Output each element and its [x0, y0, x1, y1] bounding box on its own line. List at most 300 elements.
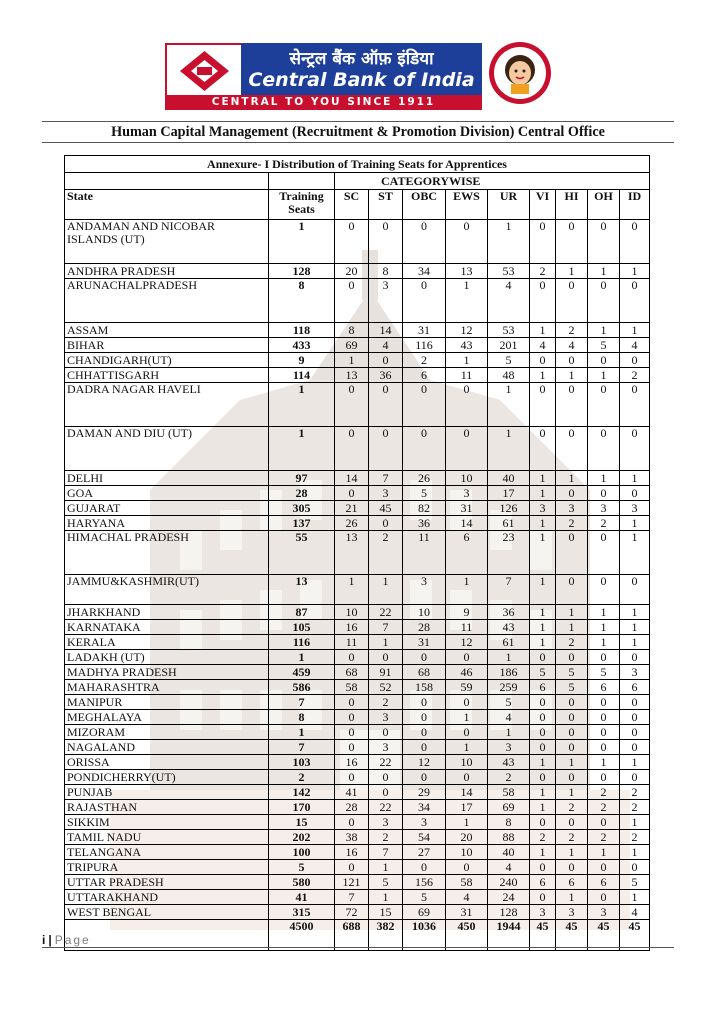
category-value-cell: 16 — [335, 755, 369, 770]
category-value-cell: 1 — [588, 635, 620, 650]
category-value-cell: 0 — [369, 427, 403, 471]
category-value-cell: 0 — [446, 427, 488, 471]
state-name-cell: TRIPURA — [65, 860, 269, 875]
category-value-cell: 3 — [530, 501, 556, 516]
category-value-cell: 91 — [369, 665, 403, 680]
category-value-cell: 0 — [530, 695, 556, 710]
category-value-cell: 5 — [556, 665, 588, 680]
state-name-cell: ORISSA — [65, 755, 269, 770]
training-seats-cell: 2 — [269, 770, 335, 785]
state-name-cell: MANIPUR — [65, 695, 269, 710]
table-row — [65, 605, 650, 620]
category-value-cell: 69 — [488, 800, 530, 815]
category-value-cell: 1 — [556, 471, 588, 486]
category-value-cell: 0 — [369, 785, 403, 800]
category-value-cell: 24 — [488, 890, 530, 905]
category-value-cell: 61 — [488, 516, 530, 531]
total-value-cell: 688 — [335, 920, 369, 951]
category-value-cell: 31 — [446, 501, 488, 516]
state-name-cell: MAHARASHTRA — [65, 680, 269, 695]
category-value-cell: 0 — [530, 725, 556, 740]
category-value-cell: 9 — [446, 605, 488, 620]
category-group-header: CATEGORYWISE — [335, 173, 650, 190]
bank-name-panel — [241, 43, 482, 95]
category-value-cell: 0 — [335, 279, 369, 323]
training-seats-cell: 128 — [269, 264, 335, 279]
category-value-cell: 10 — [335, 605, 369, 620]
category-value-cell: 1 — [588, 845, 620, 860]
category-value-cell: 2 — [588, 785, 620, 800]
training-seats-cell: 1 — [269, 383, 335, 427]
category-value-cell: 54 — [403, 830, 446, 845]
category-value-cell: 53 — [488, 323, 530, 338]
category-value-cell: 22 — [369, 605, 403, 620]
category-value-cell: 52 — [369, 680, 403, 695]
category-value-cell: 0 — [620, 220, 650, 264]
column-header: Training Seats — [269, 190, 335, 220]
category-value-cell: 34 — [403, 800, 446, 815]
category-value-cell: 1 — [588, 605, 620, 620]
state-name-cell: MIZORAM — [65, 725, 269, 740]
category-value-cell: 0 — [556, 353, 588, 368]
category-value-cell: 38 — [335, 830, 369, 845]
category-value-cell: 0 — [403, 279, 446, 323]
category-value-cell: 1 — [556, 890, 588, 905]
category-value-cell: 6 — [530, 680, 556, 695]
category-value-cell: 26 — [403, 471, 446, 486]
table-row — [65, 368, 650, 383]
category-value-cell: 0 — [530, 220, 556, 264]
state-name-cell: HIMACHAL PRADESH — [65, 531, 269, 575]
category-value-cell: 4 — [488, 710, 530, 725]
category-value-cell: 6 — [556, 875, 588, 890]
category-value-cell: 1 — [530, 531, 556, 575]
bank-name: Central Bank of India — [248, 69, 475, 91]
category-value-cell: 0 — [556, 815, 588, 830]
training-seats-cell: 1 — [269, 220, 335, 264]
category-value-cell: 8 — [369, 264, 403, 279]
category-value-cell: 0 — [588, 770, 620, 785]
category-value-cell: 36 — [369, 368, 403, 383]
state-name-cell: KARNATAKA — [65, 620, 269, 635]
training-seats-cell: 7 — [269, 695, 335, 710]
category-value-cell: 2 — [620, 800, 650, 815]
category-value-cell: 6 — [588, 680, 620, 695]
category-value-cell: 1 — [488, 725, 530, 740]
category-value-cell: 0 — [530, 353, 556, 368]
category-value-cell: 6 — [620, 680, 650, 695]
category-value-cell: 8 — [488, 815, 530, 830]
table-row — [65, 323, 650, 338]
category-value-cell: 1 — [446, 353, 488, 368]
category-value-cell: 10 — [446, 845, 488, 860]
category-value-cell: 1 — [369, 890, 403, 905]
category-value-cell: 0 — [620, 725, 650, 740]
table-row — [65, 353, 650, 368]
category-value-cell: 0 — [588, 383, 620, 427]
category-value-cell: 1 — [620, 845, 650, 860]
category-value-cell: 43 — [446, 338, 488, 353]
category-value-cell: 82 — [403, 501, 446, 516]
category-value-cell: 14 — [369, 323, 403, 338]
state-name-cell: PONDICHERRY(UT) — [65, 770, 269, 785]
category-value-cell: 0 — [446, 220, 488, 264]
category-value-cell: 3 — [620, 501, 650, 516]
category-value-cell: 1 — [530, 620, 556, 635]
category-value-cell: 45 — [369, 501, 403, 516]
category-value-cell: 12 — [446, 635, 488, 650]
category-value-cell: 1 — [556, 620, 588, 635]
category-value-cell: 58 — [488, 785, 530, 800]
column-header: HI — [556, 190, 588, 220]
category-value-cell: 1 — [446, 279, 488, 323]
category-value-cell: 1 — [620, 264, 650, 279]
category-value-cell: 17 — [446, 800, 488, 815]
category-value-cell: 3 — [556, 501, 588, 516]
category-value-cell: 3 — [369, 279, 403, 323]
state-name-cell: GOA — [65, 486, 269, 501]
table-row — [65, 710, 650, 725]
category-value-cell: 40 — [488, 471, 530, 486]
category-value-cell: 0 — [403, 860, 446, 875]
category-value-cell: 0 — [588, 890, 620, 905]
training-seats-cell: 1 — [269, 650, 335, 665]
category-value-cell: 0 — [556, 695, 588, 710]
category-value-cell: 4 — [488, 279, 530, 323]
training-seats-cell: 459 — [269, 665, 335, 680]
category-value-cell: 201 — [488, 338, 530, 353]
category-value-cell: 0 — [588, 220, 620, 264]
state-name-cell: LADAKH (UT) — [65, 650, 269, 665]
state-name-cell: CHANDIGARH(UT) — [65, 353, 269, 368]
category-value-cell: 0 — [556, 531, 588, 575]
category-value-cell: 5 — [620, 875, 650, 890]
table-row — [65, 905, 650, 920]
table-row — [65, 486, 650, 501]
table-row — [65, 501, 650, 516]
category-value-cell: 0 — [446, 695, 488, 710]
category-value-cell: 5 — [588, 665, 620, 680]
category-value-cell: 1 — [620, 815, 650, 830]
table-row — [65, 427, 650, 471]
category-value-cell: 1 — [530, 575, 556, 605]
category-value-cell: 1 — [530, 516, 556, 531]
state-name-cell: ANDAMAN AND NICOBAR ISLANDS (UT) — [65, 220, 269, 264]
training-seats-cell: 105 — [269, 620, 335, 635]
category-value-cell: 1 — [488, 383, 530, 427]
training-seats-cell: 305 — [269, 501, 335, 516]
table-row — [65, 860, 650, 875]
table-row — [65, 635, 650, 650]
state-name-cell: DAMAN AND DIU (UT) — [65, 427, 269, 471]
category-value-cell: 0 — [403, 710, 446, 725]
category-value-cell: 3 — [620, 665, 650, 680]
category-value-cell: 6 — [446, 531, 488, 575]
category-value-cell: 0 — [588, 740, 620, 755]
total-value-cell: 382 — [369, 920, 403, 951]
category-value-cell: 0 — [335, 427, 369, 471]
training-seats-cell: 103 — [269, 755, 335, 770]
training-seats-cell: 118 — [269, 323, 335, 338]
category-value-cell: 1 — [556, 368, 588, 383]
state-name-cell: TAMIL NADU — [65, 830, 269, 845]
category-value-cell: 0 — [335, 650, 369, 665]
category-value-cell: 2 — [620, 830, 650, 845]
category-value-cell: 17 — [488, 486, 530, 501]
category-value-cell: 0 — [530, 650, 556, 665]
category-value-cell: 26 — [335, 516, 369, 531]
header-blank-cell — [65, 173, 269, 190]
category-value-cell: 3 — [446, 486, 488, 501]
table-row — [65, 890, 650, 905]
category-value-cell: 68 — [403, 665, 446, 680]
training-seats-cell: 580 — [269, 875, 335, 890]
category-value-cell: 23 — [488, 531, 530, 575]
category-value-cell: 0 — [446, 725, 488, 740]
state-name-cell: MADHYA PRADESH — [65, 665, 269, 680]
bank-header — [0, 0, 725, 120]
category-value-cell: 0 — [620, 427, 650, 471]
category-value-cell: 7 — [335, 890, 369, 905]
category-value-cell: 0 — [335, 695, 369, 710]
category-value-cell: 43 — [488, 755, 530, 770]
category-value-cell: 1 — [620, 605, 650, 620]
category-value-cell: 4 — [530, 338, 556, 353]
category-value-cell: 1 — [620, 323, 650, 338]
category-value-cell: 2 — [488, 770, 530, 785]
category-value-cell: 3 — [369, 486, 403, 501]
category-value-cell: 0 — [369, 725, 403, 740]
table-row — [65, 695, 650, 710]
category-value-cell: 1 — [488, 650, 530, 665]
category-value-cell: 240 — [488, 875, 530, 890]
category-value-cell: 36 — [488, 605, 530, 620]
category-value-cell: 0 — [588, 575, 620, 605]
category-value-cell: 3 — [530, 905, 556, 920]
category-value-cell: 1 — [446, 740, 488, 755]
category-value-cell: 11 — [446, 620, 488, 635]
table-row — [65, 800, 650, 815]
category-value-cell: 0 — [335, 815, 369, 830]
category-value-cell: 0 — [369, 650, 403, 665]
category-value-cell: 1 — [556, 605, 588, 620]
table-row — [65, 740, 650, 755]
category-value-cell: 69 — [335, 338, 369, 353]
category-value-cell: 0 — [446, 650, 488, 665]
category-value-cell: 72 — [335, 905, 369, 920]
category-value-cell: 1 — [588, 264, 620, 279]
category-value-cell: 1 — [530, 785, 556, 800]
page-number: i — [42, 933, 46, 947]
category-value-cell: 1 — [530, 635, 556, 650]
category-value-cell: 22 — [369, 755, 403, 770]
state-name-cell: PUNJAB — [65, 785, 269, 800]
category-value-cell: 186 — [488, 665, 530, 680]
category-value-cell: 0 — [530, 860, 556, 875]
category-value-cell: 8 — [335, 323, 369, 338]
column-header: EWS — [446, 190, 488, 220]
category-value-cell: 88 — [488, 830, 530, 845]
category-value-cell: 1 — [530, 605, 556, 620]
category-value-cell: 0 — [588, 695, 620, 710]
category-value-cell: 1 — [556, 845, 588, 860]
category-value-cell: 3 — [403, 815, 446, 830]
training-seats-cell: 1 — [269, 427, 335, 471]
category-value-cell: 0 — [556, 860, 588, 875]
category-value-cell: 6 — [530, 875, 556, 890]
category-value-cell: 0 — [588, 486, 620, 501]
category-value-cell: 3 — [369, 815, 403, 830]
category-value-cell: 0 — [530, 740, 556, 755]
category-value-cell: 5 — [556, 680, 588, 695]
category-value-cell: 1 — [556, 785, 588, 800]
bank-tagline: CENTRAL TO YOU SINCE 1911 — [165, 95, 482, 110]
category-value-cell: 46 — [446, 665, 488, 680]
category-value-cell: 0 — [530, 815, 556, 830]
category-value-cell: 0 — [335, 486, 369, 501]
category-value-cell: 0 — [556, 725, 588, 740]
total-value-cell: 45 — [588, 920, 620, 951]
category-value-cell: 0 — [556, 740, 588, 755]
column-header: SC — [335, 190, 369, 220]
category-value-cell: 0 — [335, 725, 369, 740]
training-seats-cell: 7 — [269, 740, 335, 755]
category-value-cell: 20 — [335, 264, 369, 279]
total-value-cell: 4500 — [269, 920, 335, 951]
table-row — [65, 725, 650, 740]
category-value-cell: 7 — [488, 575, 530, 605]
category-value-cell: 1 — [446, 815, 488, 830]
category-value-cell: 0 — [588, 710, 620, 725]
table-row — [65, 680, 650, 695]
category-value-cell: 0 — [588, 650, 620, 665]
category-value-cell: 7 — [369, 845, 403, 860]
category-value-cell: 14 — [446, 785, 488, 800]
total-value-cell: 45 — [556, 920, 588, 951]
category-value-cell: 0 — [556, 383, 588, 427]
category-value-cell: 0 — [530, 770, 556, 785]
category-value-cell: 1 — [530, 755, 556, 770]
state-name-cell: HARYANA — [65, 516, 269, 531]
category-value-cell: 2 — [556, 635, 588, 650]
category-value-cell: 0 — [335, 770, 369, 785]
table-row — [65, 665, 650, 680]
category-value-cell: 4 — [620, 905, 650, 920]
category-value-cell: 2 — [530, 264, 556, 279]
table-row — [65, 875, 650, 890]
category-value-cell: 3 — [369, 740, 403, 755]
category-value-cell: 1 — [556, 755, 588, 770]
table-row — [65, 755, 650, 770]
category-value-cell: 0 — [369, 383, 403, 427]
training-seats-cell: 9 — [269, 353, 335, 368]
category-value-cell: 0 — [620, 740, 650, 755]
category-value-cell: 1 — [620, 755, 650, 770]
category-value-cell: 1 — [530, 800, 556, 815]
category-value-cell: 16 — [335, 845, 369, 860]
table-row — [65, 220, 650, 264]
training-seats-cell: 8 — [269, 279, 335, 323]
category-value-cell: 31 — [403, 635, 446, 650]
training-seats-cell: 28 — [269, 486, 335, 501]
state-name-cell: JAMMU&KASHMIR(UT) — [65, 575, 269, 605]
category-value-cell: 5 — [588, 338, 620, 353]
category-value-cell: 29 — [403, 785, 446, 800]
category-value-cell: 3 — [369, 710, 403, 725]
category-value-cell: 21 — [335, 501, 369, 516]
category-value-cell: 22 — [369, 800, 403, 815]
training-seats-cell: 41 — [269, 890, 335, 905]
category-value-cell: 0 — [530, 279, 556, 323]
category-value-cell: 0 — [588, 279, 620, 323]
training-seats-cell: 142 — [269, 785, 335, 800]
state-name-cell: SIKKIM — [65, 815, 269, 830]
category-value-cell: 4 — [446, 890, 488, 905]
category-value-cell: 4 — [488, 860, 530, 875]
category-value-cell: 0 — [403, 695, 446, 710]
bank-logo-icon — [165, 43, 244, 99]
state-name-cell: MEGHALAYA — [65, 710, 269, 725]
category-value-cell: 2 — [556, 800, 588, 815]
category-value-cell: 0 — [369, 220, 403, 264]
category-value-cell: 3 — [588, 501, 620, 516]
category-value-cell: 1 — [335, 575, 369, 605]
column-header: State — [65, 190, 269, 220]
category-value-cell: 40 — [488, 845, 530, 860]
category-value-cell: 0 — [556, 575, 588, 605]
category-value-cell: 34 — [403, 264, 446, 279]
table-row — [65, 516, 650, 531]
category-value-cell: 0 — [446, 770, 488, 785]
column-header: ST — [369, 190, 403, 220]
training-seats-cell: 87 — [269, 605, 335, 620]
category-value-cell: 2 — [530, 830, 556, 845]
category-value-cell: 16 — [335, 620, 369, 635]
category-value-cell: 27 — [403, 845, 446, 860]
category-value-cell: 1 — [530, 471, 556, 486]
category-value-cell: 0 — [620, 383, 650, 427]
category-value-cell: 4 — [369, 338, 403, 353]
column-header: VI — [530, 190, 556, 220]
category-value-cell: 7 — [369, 620, 403, 635]
category-value-cell: 1 — [369, 575, 403, 605]
category-value-cell: 1 — [369, 635, 403, 650]
page-footer — [42, 933, 91, 948]
category-value-cell: 68 — [335, 665, 369, 680]
category-value-cell: 116 — [403, 338, 446, 353]
category-value-cell: 0 — [403, 220, 446, 264]
table-body — [65, 220, 650, 920]
category-value-cell: 0 — [588, 353, 620, 368]
category-value-cell: 10 — [446, 471, 488, 486]
category-value-cell: 0 — [620, 575, 650, 605]
column-header: OBC — [403, 190, 446, 220]
category-value-cell: 0 — [556, 486, 588, 501]
category-value-cell: 1 — [620, 471, 650, 486]
category-value-cell: 2 — [403, 353, 446, 368]
category-value-cell: 5 — [530, 665, 556, 680]
category-value-cell: 3 — [588, 905, 620, 920]
training-seats-cell: 55 — [269, 531, 335, 575]
category-value-cell: 1 — [588, 620, 620, 635]
category-value-cell: 53 — [488, 264, 530, 279]
column-header-row — [65, 190, 650, 220]
table-row — [65, 471, 650, 486]
state-name-cell: WEST BENGAL — [65, 905, 269, 920]
page-label: Page — [54, 933, 91, 947]
category-value-cell: 13 — [446, 264, 488, 279]
category-value-cell: 0 — [403, 770, 446, 785]
